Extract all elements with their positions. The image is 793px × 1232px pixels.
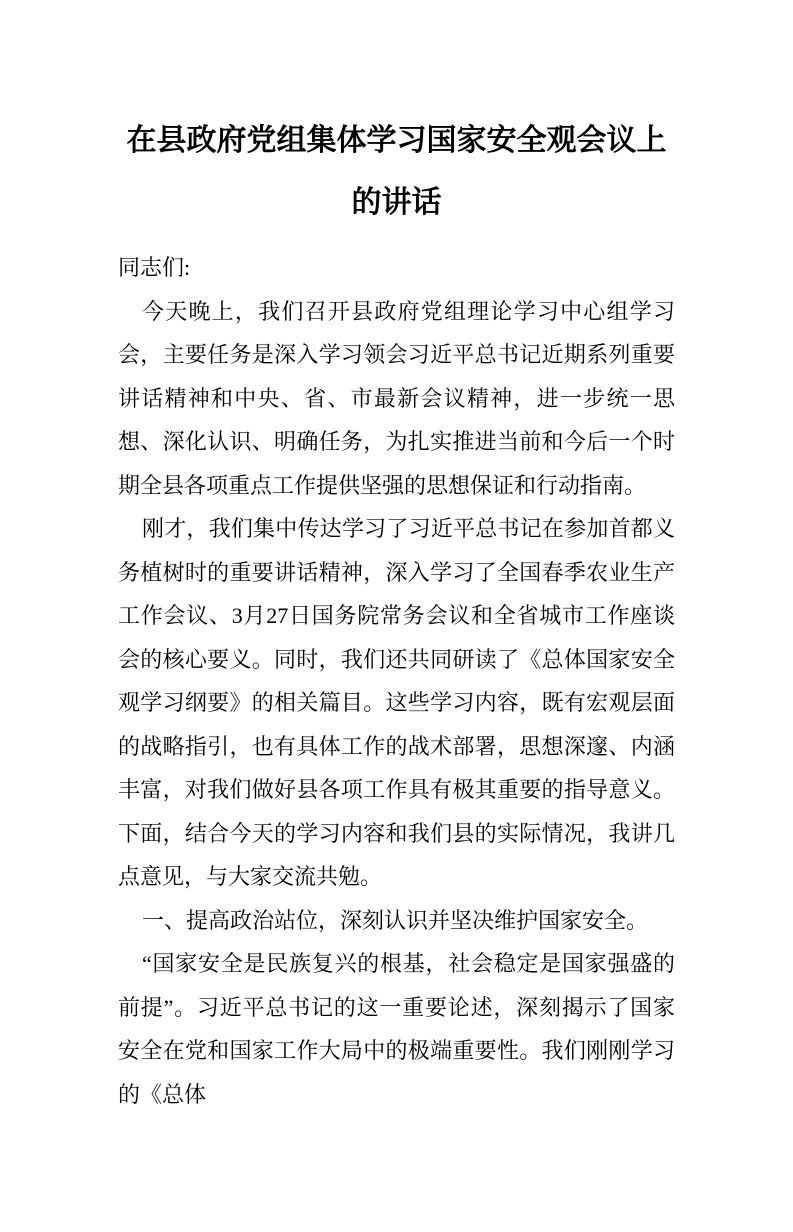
paragraph-section-heading: 一、提高政治站位，深刻认识并坚决维护国家安全。 <box>142 907 649 933</box>
paragraph-salutation: 同志们: <box>118 255 191 280</box>
document-page <box>0 110 793 1232</box>
document-body <box>118 246 675 1116</box>
document-title: 在县政府党组集体学习国家安全观会议上的讲话 <box>126 124 667 219</box>
paragraph-quote: “国家安全是民族复兴的根基，社会稳定是国家强盛的前提”。习近平总书记的这一重要论述，深刻揭示了国家安全在党和国家工作大局中的极端重要性。我们刚刚学习的《总体 <box>118 951 675 1107</box>
paragraph-study-summary: 刚才，我们集中传达学习了习近平总书记在参加首都义务植树时的重要讲话精神，深入学习了全国春季农业生产工作会议、3月27日国务院常务会议和全省城市工作座谈会的核心要义。同时，我们还共同研读了《总体国家安全观学习纲要》的相关篇目。这些学习内容，既有宏观层面的战略指引，也有具体工作的战术部署，思想深邃、内涵丰富，对我们做好县各项工作具有极其重要的指导意义。下面，结合今天的学习内容和我们县的实际情况，我讲几点意见，与大家交流共勉。 <box>118 516 675 889</box>
paragraph-opening: 今天晚上，我们召开县政府党组理论学习中心组学习会，主要任务是深入学习领会习近平总书记近期系列重要讲话精神和中央、省、市最新会议精神，进一步统一思想、深化认识、明确任务，为扎实推进当前和今后一个时期全县各项重点工作提供坚强的思想保证和行动指南。 <box>118 298 675 498</box>
